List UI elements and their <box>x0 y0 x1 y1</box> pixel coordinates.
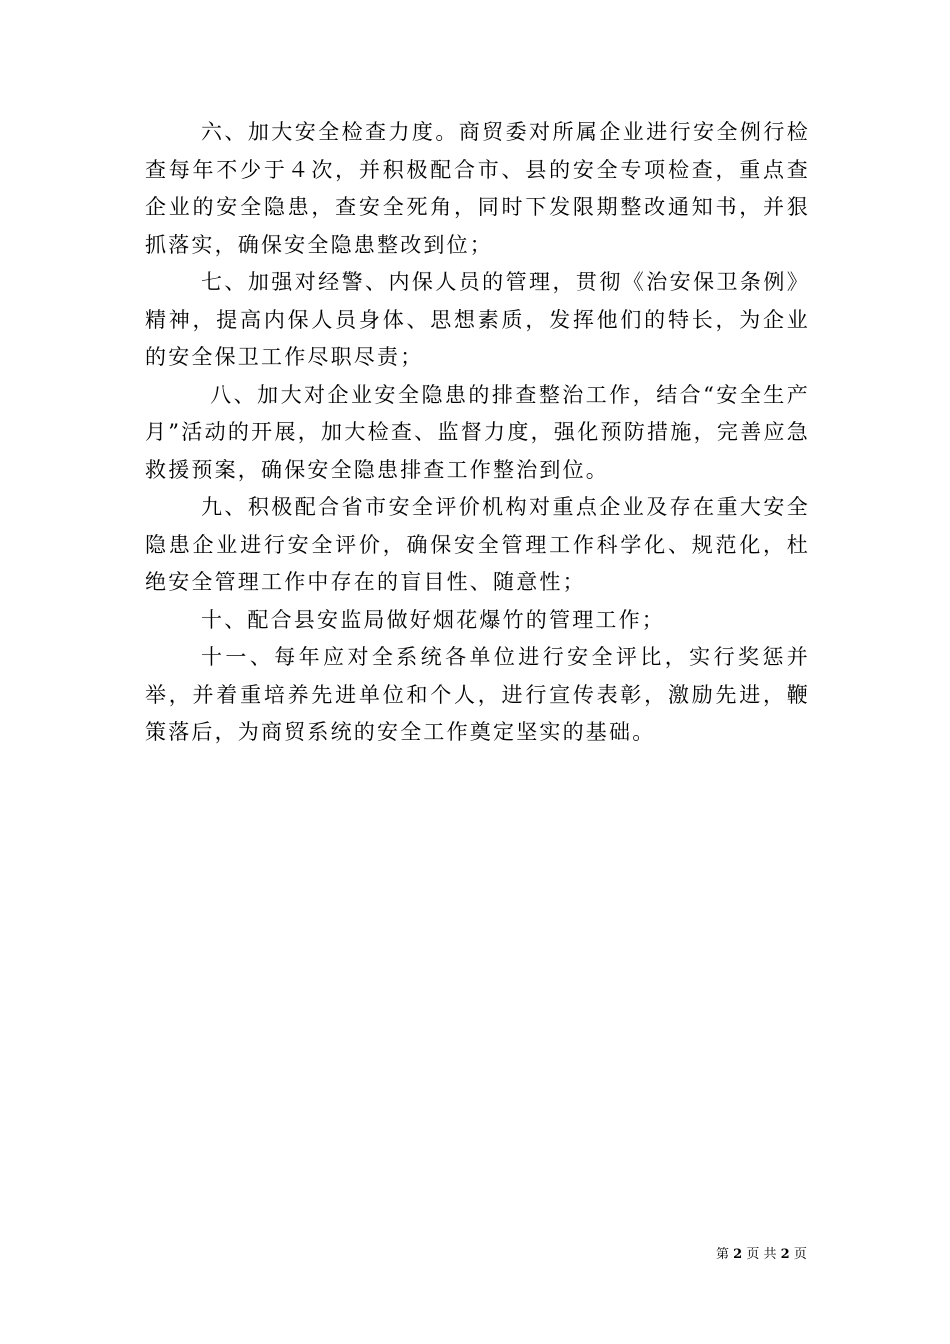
footer-suffix: 页 <box>793 1247 807 1262</box>
paragraph-item-9: 九、积极配合省市安全评价机构对重点企业及存在重大安全隐患企业进行安全评价，确保安全管理工作科学化、规范化，杜绝安全管理工作中存在的盲目性、随意性； <box>145 495 810 594</box>
footer-current-page: 2 <box>733 1247 743 1262</box>
footer-total-pages: 2 <box>780 1247 790 1262</box>
page-footer <box>716 1247 807 1263</box>
paragraph-item-8: 八、加大对企业安全隐患的排查整治工作，结合“安全生产月”活动的开展，加大检查、监督力度，强化预防措施，完善应急救援预案，确保安全隐患排查工作整治到位。 <box>145 382 810 482</box>
paragraph-item-11: 十一、每年应对全系统各单位进行安全评比，实行奖惩并举，并着重培养先进单位和个人，进行宣传表彰，激励先进，鞭策落后，为商贸系统的安全工作奠定坚实的基础。 <box>145 645 810 744</box>
footer-prefix: 第 <box>716 1247 730 1262</box>
paragraph-item-10: 十、配合县安监局做好烟花爆竹的管理工作； <box>201 607 665 632</box>
footer-middle: 页 共 <box>746 1247 777 1262</box>
paragraph-item-6: 六、加大安全检查力度。商贸委对所属企业进行安全例行检查每年不少于４次，并积极配合市、县的安全专项检查，重点查企业的安全隐患，查安全死角，同时下发限期整改通知书，并狠抓落实，确保安全隐患整改到位； <box>145 120 810 257</box>
paragraph-item-7: 七、加强对经警、内保人员的管理，贯彻《治安保卫条例》精神，提高内保人员身体、思想素质，发挥他们的特长，为企业的安全保卫工作尽职尽责； <box>145 270 810 369</box>
document-body <box>145 114 810 752</box>
